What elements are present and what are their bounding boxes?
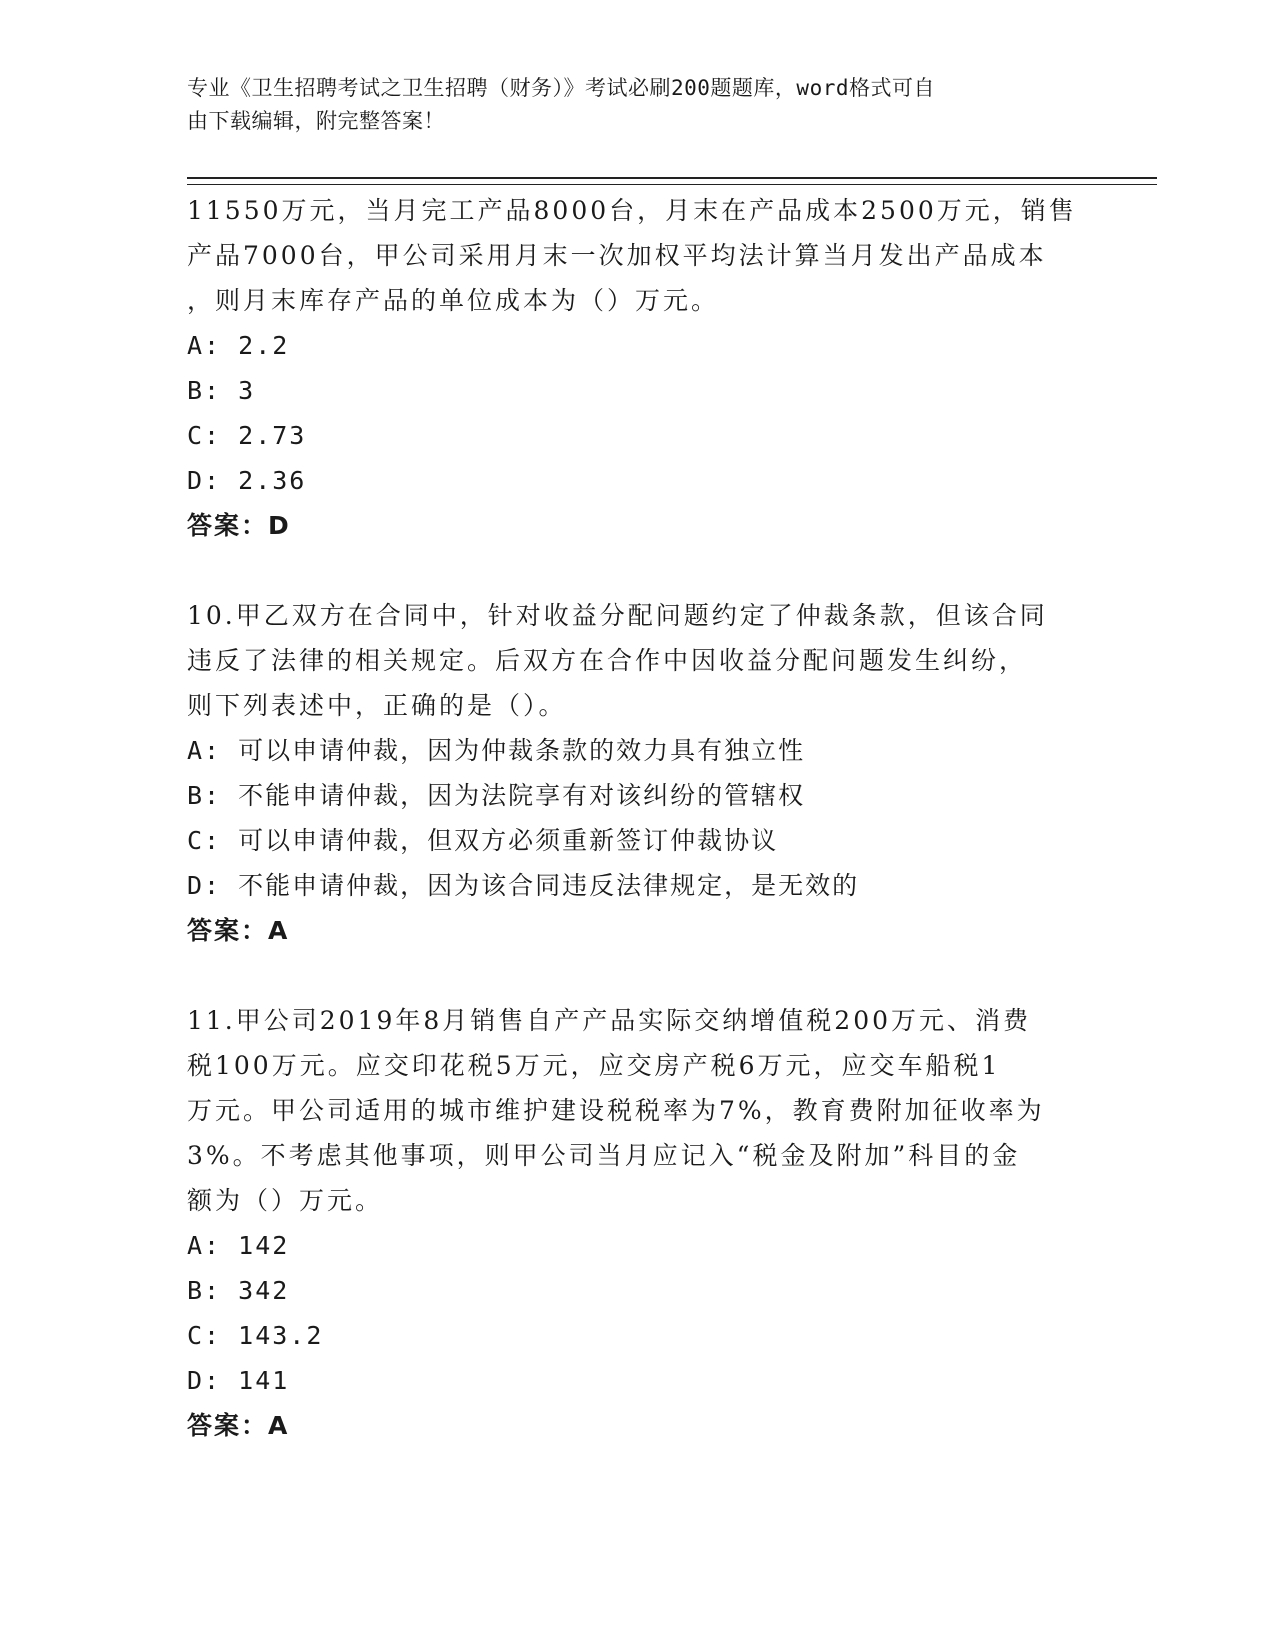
option-a: A: 142 — [187, 1231, 290, 1260]
question-text-line: 额为（）万元。 — [187, 1186, 384, 1215]
option-b: B: 3 — [187, 376, 256, 405]
option-a: A: 可以申请仲裁，因为仲裁条款的效力具有独立性 — [187, 736, 806, 765]
answer-line: 答案：A — [187, 1411, 290, 1440]
option-d: D: 不能申请仲裁，因为该合同违反法律规定，是无效的 — [187, 871, 860, 900]
header-line-1: 专业《卫生招聘考试之卫生招聘（财务）》考试必刷200题题库，word格式可自 — [187, 76, 935, 100]
option-c: C: 143.2 — [187, 1321, 324, 1350]
document-header — [187, 72, 1067, 138]
question-list — [187, 188, 1077, 1448]
question-block — [187, 593, 1077, 953]
option-b: B: 342 — [187, 1276, 290, 1305]
option-c: C: 2.73 — [187, 421, 307, 450]
option-a: A: 2.2 — [187, 331, 290, 360]
header-divider-thick — [187, 177, 1157, 179]
option-b: B: 不能申请仲裁，因为法院享有对该纠纷的管辖权 — [187, 781, 806, 810]
option-d: D: 2.36 — [187, 466, 307, 495]
question-block — [187, 188, 1077, 548]
header-divider-thin — [187, 184, 1157, 185]
question-spacer — [187, 953, 1077, 998]
question-text-line: 11550万元，当月完工产品8000台，月末在产品成本2500万元，销售 — [187, 196, 1077, 225]
question-text-line: 税100万元。应交印花税5万元，应交房产税6万元，应交车船税1 — [187, 1051, 1001, 1080]
question-text-line: 11.甲公司2019年8月销售自产产品实际交纳增值税200万元、消费 — [187, 1006, 1032, 1035]
question-text-line: 3%。不考虑其他事项，则甲公司当月应记入“税金及附加”科目的金 — [187, 1141, 1021, 1170]
question-spacer — [187, 548, 1077, 593]
question-text-line: 产品7000台，甲公司采用月末一次加权平均法计算当月发出产品成本 — [187, 241, 1047, 270]
question-text-line: ，则月末库存产品的单位成本为（）万元。 — [187, 286, 720, 315]
header-line-2: 由下载编辑，附完整答案！ — [187, 109, 445, 133]
question-text-line: 万元。甲公司适用的城市维护建设税税率为7%，教育费附加征收率为 — [187, 1096, 1045, 1125]
question-text-line: 违反了法律的相关规定。后双方在合作中因收益分配问题发生纠纷， — [187, 646, 1028, 675]
question-text-line: 10.甲乙双方在合同中，针对收益分配问题约定了仲裁条款，但该合同 — [187, 601, 1048, 630]
question-block — [187, 998, 1077, 1448]
option-c: C: 可以申请仲裁，但双方必须重新签订仲裁协议 — [187, 826, 779, 855]
answer-line: 答案：A — [187, 916, 290, 945]
question-text-line: 则下列表述中，正确的是（）。 — [187, 691, 567, 720]
option-d: D: 141 — [187, 1366, 290, 1395]
answer-line: 答案：D — [187, 511, 291, 540]
